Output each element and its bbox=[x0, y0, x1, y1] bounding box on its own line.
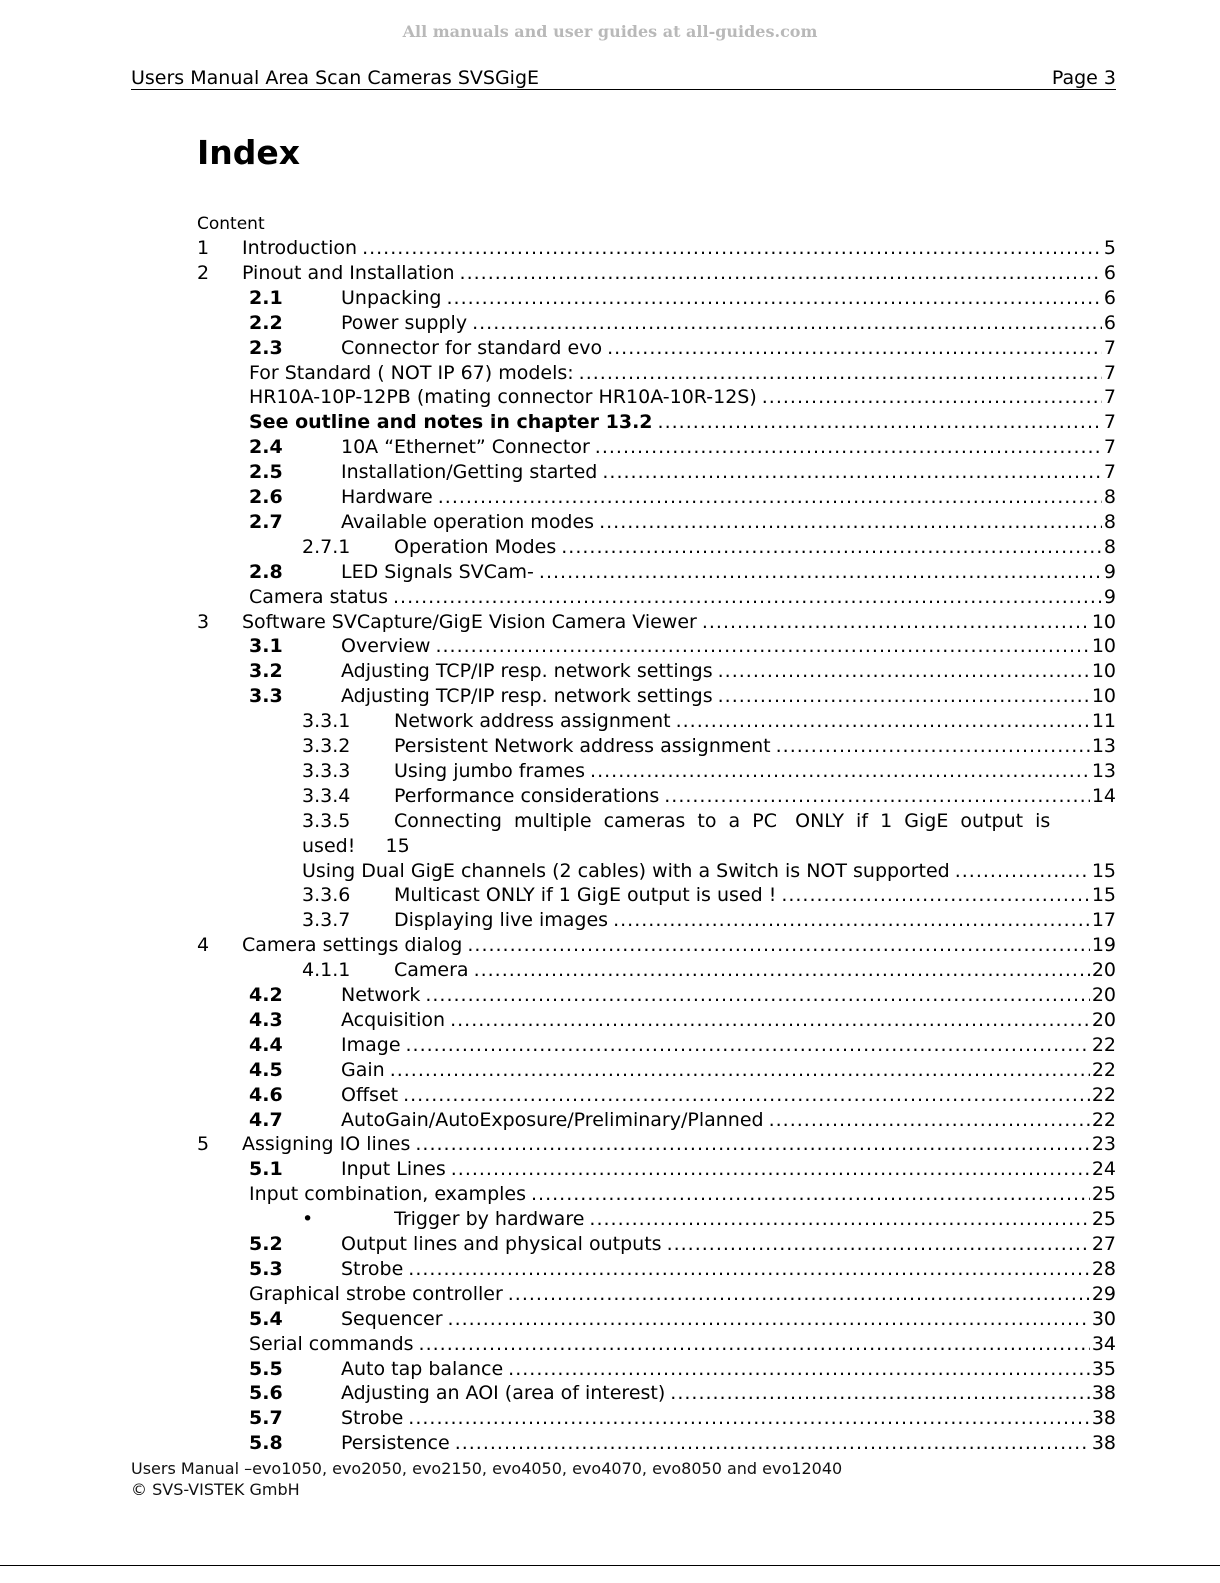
toc-dot-leader bbox=[448, 1307, 1090, 1332]
toc-entry-title: AutoGain/AutoExposure/Preliminary/Planned bbox=[341, 1108, 764, 1131]
toc-entry-page: 35 bbox=[1091, 1357, 1116, 1380]
toc-entry-title: Hardware bbox=[341, 486, 433, 508]
toc-entry-page: 20 bbox=[1091, 984, 1116, 1006]
toc-entry[interactable] bbox=[0, 859, 1220, 884]
toc-entry-title: Using Dual GigE channels (2 cables) with a Switch is NOT supported bbox=[302, 859, 950, 882]
toc-dot-leader bbox=[362, 236, 1102, 261]
toc-entry-title: For Standard ( NOT IP 67) models: bbox=[249, 361, 574, 384]
toc-entry-number: 5.5 bbox=[249, 1357, 283, 1380]
toc-entry[interactable] bbox=[0, 560, 1220, 585]
toc-entry-number: 1 bbox=[197, 237, 210, 259]
toc-entry-number: • bbox=[302, 1208, 314, 1231]
toc-entry[interactable] bbox=[0, 759, 1220, 784]
toc-dot-leader bbox=[607, 336, 1102, 361]
toc-entry-page: 9 bbox=[1103, 560, 1116, 583]
toc-entry-page: 8 bbox=[1103, 486, 1116, 508]
toc-entry-page: 6 bbox=[1103, 261, 1116, 284]
content-label: Content bbox=[197, 214, 265, 234]
toc-entry-number: 2.3 bbox=[249, 336, 283, 359]
toc-entry-title: Offset bbox=[341, 1083, 399, 1106]
toc-entry-title: Input combination, examples bbox=[249, 1183, 526, 1206]
toc-entry-page: 34 bbox=[1091, 1332, 1116, 1355]
toc-entry-title: Operation Modes bbox=[394, 535, 557, 558]
toc-entry-page: 22 bbox=[1091, 1083, 1116, 1106]
toc-entry[interactable] bbox=[0, 460, 1220, 485]
toc-entry-number: 4.5 bbox=[249, 1058, 283, 1081]
toc-entry-number: 5.3 bbox=[249, 1257, 283, 1280]
header-page-number: Page 3 bbox=[1051, 67, 1116, 89]
toc-entry-title: Acquisition bbox=[341, 1008, 446, 1031]
toc-entry[interactable] bbox=[0, 1282, 1220, 1307]
toc-entry-page: 7 bbox=[1103, 386, 1116, 409]
toc-entry-page: 20 bbox=[1091, 959, 1116, 982]
toc-entry-title: Adjusting TCP/IP resp. network settings bbox=[341, 685, 713, 708]
toc-entry-page: 10 bbox=[1091, 685, 1116, 708]
toc-entry-title: Output lines and physical outputs bbox=[341, 1233, 662, 1255]
toc-dot-leader bbox=[474, 958, 1090, 983]
toc-entry-page: 38 bbox=[1091, 1382, 1116, 1405]
toc-entry-page: 20 bbox=[1091, 1008, 1116, 1031]
toc-entry-page: 22 bbox=[1091, 1108, 1116, 1131]
toc-entry[interactable] bbox=[0, 361, 1220, 386]
toc-entry-number: 3 bbox=[197, 610, 210, 633]
toc-entry-title: Graphical strobe controller bbox=[249, 1282, 503, 1305]
toc-entry-title: Gain bbox=[341, 1058, 385, 1081]
toc-entry-title: Overview bbox=[341, 635, 431, 658]
bottom-divider bbox=[0, 1565, 1220, 1566]
toc-entry[interactable] bbox=[0, 510, 1220, 535]
toc-entry-title: Displaying live images bbox=[394, 909, 609, 932]
toc-entry-page: 8 bbox=[1103, 510, 1116, 533]
toc-entry[interactable] bbox=[0, 1083, 1220, 1108]
toc-dot-leader bbox=[446, 286, 1102, 311]
toc-entry-page: 19 bbox=[1091, 934, 1116, 957]
toc-entry[interactable] bbox=[0, 1307, 1220, 1332]
toc-entry-page: 29 bbox=[1091, 1282, 1116, 1305]
toc-entry[interactable] bbox=[0, 1108, 1220, 1133]
toc-entry[interactable] bbox=[0, 809, 1220, 834]
toc-entry-page: 11 bbox=[1091, 710, 1116, 733]
toc-dot-leader bbox=[776, 734, 1090, 759]
toc-entry-number: 3.3.5 bbox=[302, 809, 351, 832]
toc-entry-title: Trigger by hardware bbox=[394, 1208, 585, 1231]
toc-entry-page: 13 bbox=[1091, 735, 1116, 757]
toc-entry-title: Using jumbo frames bbox=[394, 759, 586, 782]
toc-entry-title: Camera bbox=[394, 959, 469, 982]
running-header bbox=[131, 67, 1116, 90]
toc-entry-number: 3.3 bbox=[249, 685, 283, 708]
toc-dot-leader bbox=[670, 1381, 1090, 1406]
toc-dot-leader bbox=[769, 1108, 1090, 1133]
toc-entry-number: 2.1 bbox=[249, 286, 283, 309]
toc-entry-number: 2.8 bbox=[249, 560, 283, 583]
toc-entry-page: 7 bbox=[1103, 461, 1116, 484]
toc-dot-leader bbox=[472, 311, 1102, 336]
toc-entry-page: 30 bbox=[1091, 1307, 1116, 1330]
toc-entry-page: 22 bbox=[1091, 1058, 1116, 1081]
toc-entry[interactable] bbox=[0, 709, 1220, 734]
toc-dot-leader bbox=[613, 908, 1090, 933]
toc-dot-leader bbox=[425, 983, 1090, 1008]
toc-dot-leader bbox=[658, 410, 1102, 435]
toc-entry-page: 15 bbox=[1091, 859, 1116, 882]
toc-entry-page: 15 bbox=[1091, 884, 1116, 907]
toc-entry-title: Strobe bbox=[341, 1257, 404, 1280]
toc-entry[interactable] bbox=[0, 1207, 1220, 1232]
toc-entry-page: 10 bbox=[1091, 635, 1116, 658]
toc-entry-page: 27 bbox=[1091, 1233, 1116, 1255]
toc-entry[interactable] bbox=[0, 1008, 1220, 1033]
toc-entry-title: Persistent Network address assignment bbox=[394, 735, 771, 757]
toc-dot-leader bbox=[419, 1332, 1090, 1357]
toc-entry[interactable] bbox=[0, 286, 1220, 311]
toc-entry-number: 4.1.1 bbox=[302, 959, 351, 982]
toc-entry-title: Persistence bbox=[341, 1432, 450, 1455]
toc-entry-number: 5.8 bbox=[249, 1432, 283, 1455]
toc-entry-title: Software SVCapture/GigE Vision Camera Viewer bbox=[242, 610, 697, 633]
toc-entry[interactable] bbox=[0, 883, 1220, 908]
toc-entry-title: used! 15 bbox=[302, 834, 410, 857]
toc-entry[interactable] bbox=[0, 734, 1220, 759]
toc-entry-page: 13 bbox=[1091, 759, 1116, 782]
toc-entry-number: 2.5 bbox=[249, 461, 283, 484]
toc-entry-title: Sequencer bbox=[341, 1307, 443, 1330]
toc-entry[interactable] bbox=[0, 385, 1220, 410]
toc-entry-page: 38 bbox=[1091, 1407, 1116, 1430]
toc-dot-leader bbox=[415, 1132, 1090, 1157]
toc-entry[interactable] bbox=[0, 261, 1220, 286]
toc-entry-page: 7 bbox=[1103, 411, 1116, 434]
toc-entry-number: 3.3.1 bbox=[302, 710, 351, 733]
toc-entry-number: 2.4 bbox=[249, 436, 283, 459]
toc-entry-page: 25 bbox=[1091, 1183, 1116, 1206]
toc-entry[interactable] bbox=[0, 1406, 1220, 1431]
toc-entry[interactable] bbox=[0, 1058, 1220, 1083]
toc-entry-number: 5.2 bbox=[249, 1233, 283, 1255]
toc-entry-page: 7 bbox=[1103, 361, 1116, 384]
toc-entry-page: 9 bbox=[1103, 585, 1116, 608]
toc-entry-number: 4.4 bbox=[249, 1033, 283, 1056]
toc-entry-page: 8 bbox=[1103, 535, 1116, 558]
toc-dot-leader bbox=[599, 510, 1102, 535]
toc-entry[interactable] bbox=[0, 535, 1220, 560]
toc-entry-number: 2 bbox=[197, 261, 210, 284]
toc-entry-number: 3.3.6 bbox=[302, 884, 351, 907]
toc-dot-leader bbox=[579, 361, 1102, 386]
toc-entry-number: 2.7 bbox=[249, 510, 283, 533]
toc-entry[interactable] bbox=[0, 485, 1220, 510]
toc-entry[interactable] bbox=[0, 1033, 1220, 1058]
page-footer bbox=[131, 1458, 842, 1500]
toc-entry[interactable] bbox=[0, 311, 1220, 336]
toc-entry-title: 10A “Ethernet” Connector bbox=[341, 436, 590, 459]
toc-entry-number: 5.6 bbox=[249, 1382, 283, 1405]
toc-entry[interactable] bbox=[0, 1332, 1220, 1357]
toc-dot-leader bbox=[595, 435, 1102, 460]
toc-entry-title: Serial commands bbox=[249, 1332, 414, 1355]
toc-entry[interactable] bbox=[0, 410, 1220, 435]
toc-entry-title: Assigning IO lines bbox=[242, 1133, 411, 1156]
toc-dot-leader bbox=[390, 1058, 1090, 1083]
toc-entry-page: 24 bbox=[1091, 1158, 1116, 1181]
toc-entry-title: Auto tap balance bbox=[341, 1357, 504, 1380]
toc-entry[interactable] bbox=[0, 1182, 1220, 1207]
toc-entry-number: 3.3.4 bbox=[302, 784, 351, 807]
toc-entry-page: 10 bbox=[1091, 610, 1116, 633]
toc-entry-number: 4.7 bbox=[249, 1108, 283, 1131]
toc-entry-title: Introduction bbox=[242, 237, 358, 259]
toc-entry-title: Unpacking bbox=[341, 286, 442, 309]
toc-entry-title: Network bbox=[341, 984, 421, 1006]
toc-dot-leader bbox=[455, 1431, 1090, 1456]
toc-entry-title: Connector for standard evo bbox=[341, 336, 603, 359]
toc-entry-title: Camera status bbox=[249, 585, 388, 608]
toc-entry-number: 4.6 bbox=[249, 1083, 283, 1106]
toc-entry-title: Network address assignment bbox=[394, 710, 671, 733]
toc-dot-leader bbox=[676, 709, 1090, 734]
toc-entry-number: 5.7 bbox=[249, 1407, 283, 1430]
toc-entry-title: Connecting multiple cameras to a PC ONLY if 1 GigE output is bbox=[394, 809, 1051, 832]
toc-entry-title: See outline and notes in chapter 13.2 bbox=[249, 411, 653, 434]
toc-entry-number: 4.2 bbox=[249, 984, 283, 1006]
toc-dot-leader bbox=[451, 1157, 1090, 1182]
toc-entry[interactable] bbox=[0, 1157, 1220, 1182]
toc-entry-page: 6 bbox=[1103, 286, 1116, 309]
toc-entry-title: Strobe bbox=[341, 1407, 404, 1430]
toc-entry-title: Available operation modes bbox=[341, 510, 595, 533]
toc-entry-number: 4 bbox=[197, 934, 210, 957]
toc-entry-page: 17 bbox=[1091, 909, 1116, 932]
toc-entry-number: 4.3 bbox=[249, 1008, 283, 1031]
toc-entry-title: Performance considerations bbox=[394, 784, 660, 807]
toc-entry-page: 25 bbox=[1091, 1208, 1116, 1231]
toc-entry-number: 3.2 bbox=[249, 660, 283, 683]
toc-entry-number: 2.2 bbox=[249, 311, 283, 334]
toc-dot-leader bbox=[539, 560, 1102, 585]
toc-entry-number: 3.3.3 bbox=[302, 759, 351, 782]
toc-dot-leader bbox=[406, 1033, 1090, 1058]
toc-entry-title: Adjusting TCP/IP resp. network settings bbox=[341, 660, 713, 683]
toc-entry-page: 14 bbox=[1091, 784, 1116, 807]
toc-dot-leader bbox=[590, 759, 1090, 784]
toc-entry[interactable] bbox=[0, 1257, 1220, 1282]
header-title: Users Manual Area Scan Cameras SVSGigE bbox=[131, 67, 540, 89]
toc-dot-leader bbox=[408, 1257, 1090, 1282]
page-title: Index bbox=[197, 133, 301, 172]
toc-dot-leader bbox=[561, 535, 1102, 560]
toc-entry-title: Pinout and Installation bbox=[242, 261, 455, 284]
toc-dot-leader bbox=[403, 1083, 1090, 1108]
footer-models: Users Manual –evo1050, evo2050, evo2150, evo4050, evo4070, evo8050 and evo12040 bbox=[131, 1459, 843, 1478]
toc-entry[interactable] bbox=[0, 585, 1220, 610]
toc-dot-leader bbox=[438, 485, 1102, 510]
toc-entry-page: 22 bbox=[1091, 1033, 1116, 1056]
toc-dot-leader bbox=[718, 659, 1090, 684]
toc-entry-number: 5 bbox=[197, 1133, 210, 1156]
toc-entry[interactable] bbox=[0, 336, 1220, 361]
toc-entry-page: 28 bbox=[1091, 1257, 1116, 1280]
toc-entry[interactable] bbox=[0, 1381, 1220, 1406]
toc-entry[interactable] bbox=[0, 958, 1220, 983]
toc-entry[interactable] bbox=[0, 834, 1220, 859]
toc-entry[interactable] bbox=[0, 908, 1220, 933]
toc-entry-title: Power supply bbox=[341, 311, 468, 334]
toc-entry-title: HR10A-10P-12PB (mating connector HR10A-10R-12S) bbox=[249, 386, 757, 409]
toc-dot-leader bbox=[702, 610, 1090, 635]
toc-entry-number: 5.4 bbox=[249, 1307, 283, 1330]
toc-entry[interactable] bbox=[0, 1232, 1220, 1257]
toc-entry[interactable] bbox=[0, 435, 1220, 460]
toc-dot-leader bbox=[602, 460, 1102, 485]
toc-entry-page: 23 bbox=[1091, 1133, 1116, 1156]
toc-dot-leader bbox=[508, 1357, 1090, 1382]
watermark: All manuals and user guides at all-guides.com bbox=[402, 22, 818, 41]
toc-dot-leader bbox=[393, 585, 1102, 610]
toc-entry-page: 7 bbox=[1103, 336, 1116, 359]
toc-entry-title: Input Lines bbox=[341, 1158, 446, 1181]
toc-dot-leader bbox=[435, 634, 1090, 659]
toc-dot-leader bbox=[460, 261, 1102, 286]
toc-entry-page: 10 bbox=[1091, 660, 1116, 683]
toc-dot-leader bbox=[667, 1232, 1090, 1257]
toc-entry[interactable] bbox=[0, 634, 1220, 659]
toc-entry[interactable] bbox=[0, 1431, 1220, 1456]
toc-entry[interactable] bbox=[0, 983, 1220, 1008]
toc-dot-leader bbox=[467, 933, 1090, 958]
toc-entry-number: 3.1 bbox=[249, 635, 283, 658]
toc-entry[interactable] bbox=[0, 236, 1220, 261]
toc-entry-number: 2.7.1 bbox=[302, 535, 351, 558]
toc-entry-page: 7 bbox=[1103, 436, 1116, 459]
toc-entry-number: 2.6 bbox=[249, 486, 283, 508]
toc-dot-leader bbox=[955, 859, 1090, 884]
toc-dot-leader bbox=[408, 1406, 1090, 1431]
toc-entry-title: Adjusting an AOI (area of interest) bbox=[341, 1382, 666, 1405]
toc-entry-title: Camera settings dialog bbox=[242, 934, 463, 957]
toc-entry-title: Image bbox=[341, 1033, 401, 1056]
toc-dot-leader bbox=[781, 883, 1090, 908]
toc-entry-page: 5 bbox=[1103, 237, 1116, 259]
toc-dot-leader bbox=[589, 1207, 1090, 1232]
toc-entry[interactable] bbox=[0, 784, 1220, 809]
toc-dot-leader bbox=[718, 684, 1090, 709]
toc-entry-number: 3.3.2 bbox=[302, 735, 351, 757]
toc-entry-title: Installation/Getting started bbox=[341, 461, 598, 484]
toc-entry[interactable] bbox=[0, 933, 1220, 958]
toc-dot-leader bbox=[531, 1182, 1090, 1207]
toc-entry-page: 6 bbox=[1103, 311, 1116, 334]
toc-entry-number: 5.1 bbox=[249, 1158, 283, 1181]
footer-copyright: © SVS-VISTEK GmbH bbox=[131, 1480, 300, 1499]
toc-entry-number: 3.3.7 bbox=[302, 909, 351, 932]
toc-entry-title: LED Signals SVCam- bbox=[341, 560, 534, 583]
toc-dot-leader bbox=[762, 385, 1102, 410]
toc-dot-leader bbox=[664, 784, 1090, 809]
toc-entry-page: 38 bbox=[1091, 1432, 1116, 1455]
toc-entry[interactable] bbox=[0, 1357, 1220, 1382]
toc-entry[interactable] bbox=[0, 684, 1220, 709]
toc-entry[interactable] bbox=[0, 1132, 1220, 1157]
toc-entry[interactable] bbox=[0, 659, 1220, 684]
toc-entry-title: Multicast ONLY if 1 GigE output is used ! bbox=[394, 884, 777, 907]
toc-dot-leader bbox=[450, 1008, 1090, 1033]
toc-entry[interactable] bbox=[0, 610, 1220, 635]
toc-dot-leader bbox=[508, 1282, 1090, 1307]
